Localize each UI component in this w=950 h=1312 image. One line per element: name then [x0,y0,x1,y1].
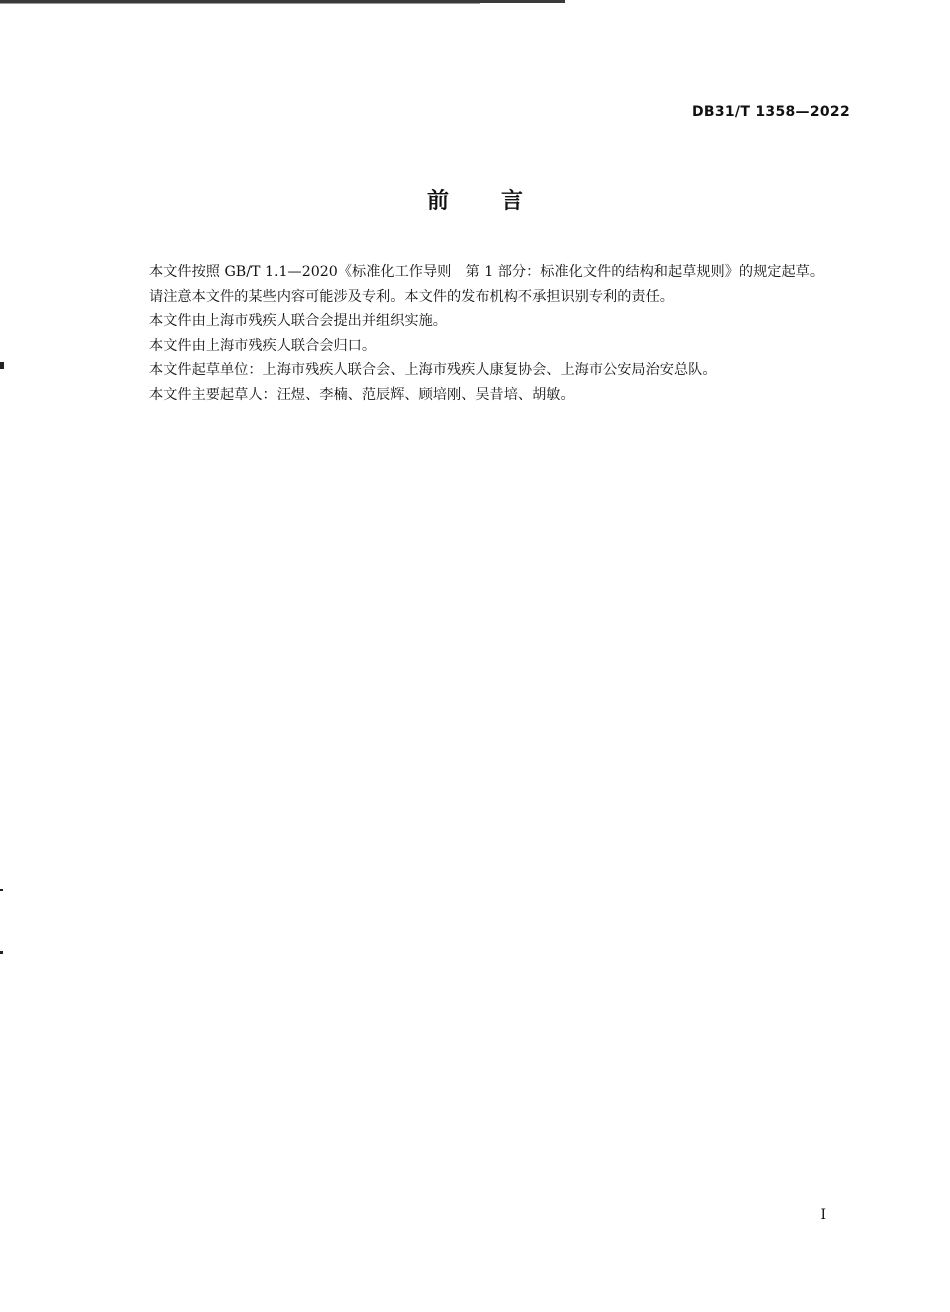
paragraph-patent-notice: 请注意本文件的某些内容可能涉及专利。本文件的发布机构不承担识别专利的责任。 [149,288,674,305]
standard-number: DB31/T 1358—2022 [691,104,850,120]
paragraph-centralized: 本文件由上海市残疾人联合会归口。 [149,337,377,354]
page-title: 前言 [426,189,575,214]
foreword-body [116,260,852,407]
scan-border-line-thin [0,3,480,4]
paragraph-proposer: 本文件由上海市残疾人联合会提出并组织实施。 [149,313,447,329]
paragraph-drafters: 本文件主要起草人：汪煜、李楠、范辰辉、顾培刚、吴昔培、胡敏。 [149,386,575,403]
scan-speck [0,362,4,369]
scan-speck [0,951,3,954]
paragraph-drafting-rules: 本文件按照 GB/T 1.1—2020《标准化工作导则 第 1 部分：标准化文件的结构和起草规则》的规定起草。 [149,264,825,280]
page-number: I [820,1207,826,1223]
paragraph-drafting-units: 本文件起草单位：上海市残疾人联合会、上海市残疾人康复协会、上海市公安局治安总队。 [149,362,717,378]
scan-speck [0,889,3,891]
